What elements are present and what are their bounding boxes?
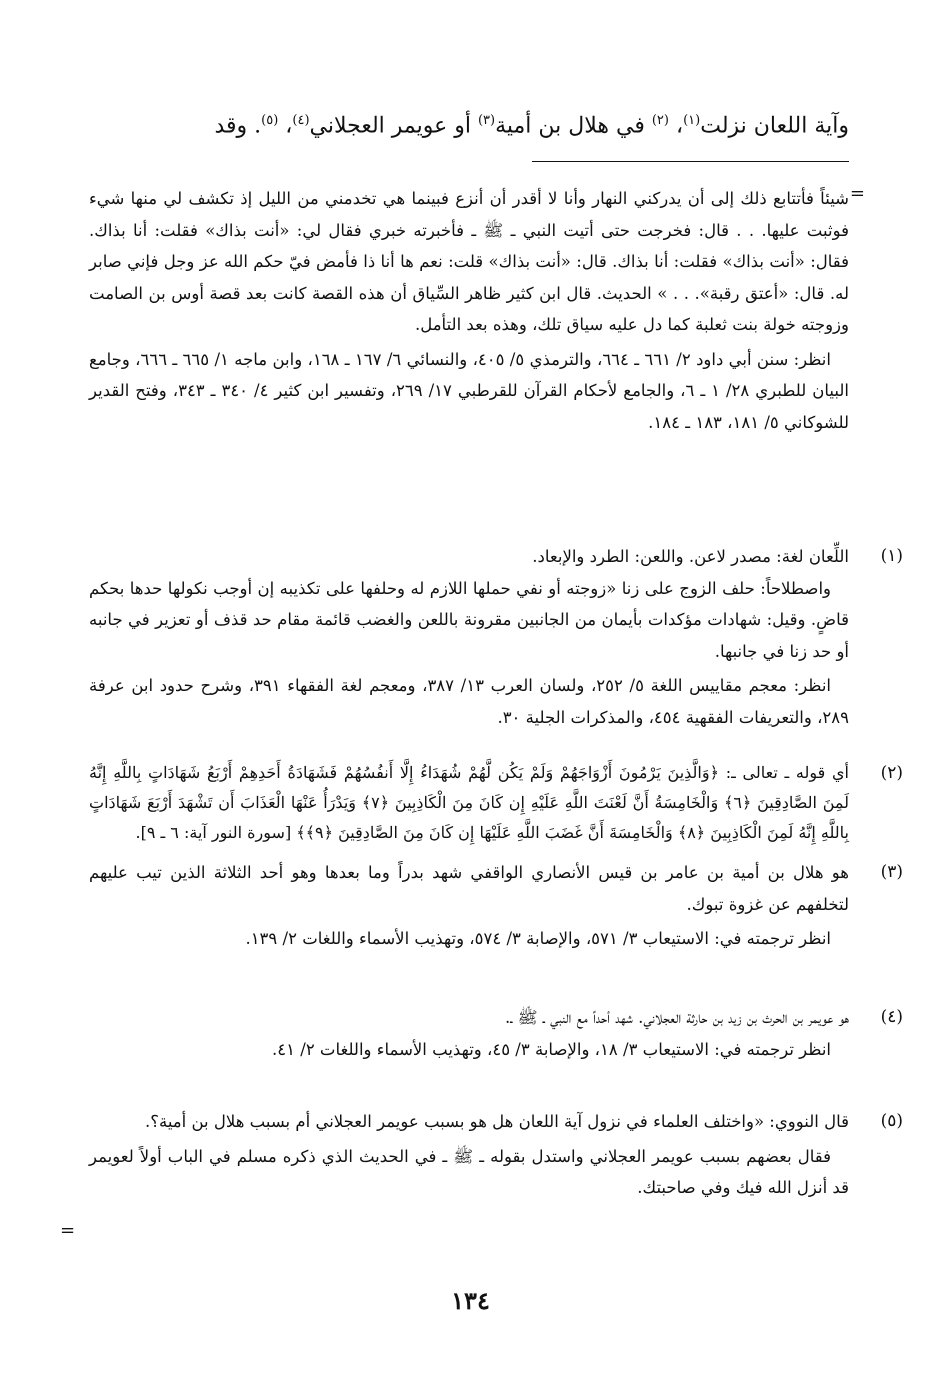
footnote-text: شيئاً فأتتابع ذلك إلى أن يدركني النهار وأنا لا أقدر أن أنزع فبينما هي تخدمني من الليل إذ تكشف لي منها شيء فوثبت عليها. . . قال: فخرجت حتى أتيت النبي ـ ﷺ ـ فأخبرته خبري فقال لي: «أنت بذاك» فقلت: أنا بذاك. فقال: «أنت بذاك» فقلت: أنا بذاك. قال: «أنت بذاك» قلت: نعم ها أنا ذا فأمض فيّ حكم الله عز وجل فإني صابر له. قال: «أعتق رقبة». . . » الحديث. قال ابن كثير ظاهر السِّياق أن هذه القصة كانت بعد قصة أوس بن الصامت وزوجته خولة بنت ثعلبة كما دل عليه سياق تلك، وهذه بعد التأمل. [89, 189, 849, 334]
footnote-number: (٥) [880, 1111, 903, 1131]
page-number: ١٣٤ [451, 1286, 490, 1315]
footnote-number: (٣) [880, 862, 903, 882]
footnote-ref[interactable]: (١) [683, 113, 701, 128]
footnote-text: قال النووي: «واختلف العلماء في نزول آية اللعان هل هو بسبب عويمر العجلاني أم بسبب هلال بن أمية؟. [144, 1112, 849, 1131]
footnote-text: هو عويمر بن الحرث بن زيد بن حارثة العجلاني. شهد أحداً مع النبي ـ ﷺ ـ. [505, 1008, 849, 1027]
footnote-number: (٢) [880, 763, 903, 783]
footnote-text: واصطلاحاً: حلف الزوج على زنا «زوجته أو نفي حملها اللازم له وحلفها على تكذيبه إن أوجب نكولها حدها بحكم قاضٍ. وقيل: شهادات مؤكدات بأيمان من الجانبين مقرونة باللعن والغضب قائمة مقام حد قذف أو تعزير في جانبه أو حد زنا في جانبها. [89, 578, 849, 661]
footnote-text: أي قوله ـ تعالى ـ: ﴿وَالَّذِينَ يَرْمُونَ أَزْوَاجَهُمْ وَلَمْ يَكُن لَّهُمْ شُهَدَاءُ إِلَّا أَنفُسُهُمْ فَشَهَادَةُ أَحَدِهِمْ أَرْبَعُ شَهَادَاتٍ بِاللَّهِ إِنَّهُ لَمِنَ الصَّادِقِينَ ﴿٦﴾ وَالْخَامِسَةُ أَنَّ لَعْنَتَ اللَّهِ عَلَيْهِ إِن كَانَ مِنَ الْكَاذِبِينَ ﴿٧﴾ وَيَدْرَأُ عَنْهَا الْعَذَابَ أَن تَشْهَدَ أَرْبَعَ شَهَادَاتٍ بِاللَّهِ إِنَّهُ لَمِنَ الْكَاذِبِينَ ﴿٨﴾ وَالْخَامِسَةَ أَنَّ غَضَبَ اللَّهِ عَلَيْهَا إِن كَانَ مِنَ الصَّادِقِينَ ﴿٩﴾﴾ [سورة النور آية: ٦ ـ ٩]. [89, 763, 850, 842]
main-text-part: أو عويمر العجلاني [309, 113, 478, 139]
footnote-continuation [89, 183, 849, 438]
footnote-ref[interactable]: (٥) [261, 113, 279, 128]
footnote-3 [89, 857, 903, 955]
footnote-1 [89, 541, 903, 733]
continuation-marker: = [60, 1220, 76, 1241]
footnote-4 [89, 1002, 903, 1065]
main-text-part: وآية اللعان نزلت [700, 113, 849, 139]
footnote-ref[interactable]: (٣) [477, 113, 496, 128]
footnote-separator-line [532, 161, 849, 162]
footnote-2 [89, 758, 903, 848]
footnote-text: فقال بعضهم بسبب عويمر العجلاني واستدل بقوله ـ ﷺ ـ في الحديث الذي ذكره مسلم في الباب أولاً لعويمر قد أنزل الله فيك وفي صاحبتك. [89, 1146, 849, 1197]
main-text-line [89, 98, 849, 149]
footnote-ref[interactable]: (٤) [292, 113, 310, 128]
footnote-text: هو هلال بن أمية بن عامر بن قيس الأنصاري الواقفي شهد بدراً وما بعدها وهو أحد الثلاثة الذين تيب عليهم لتخلفهم عن غزوة تبوك. [89, 863, 849, 914]
footnote-ref[interactable]: (٢) [651, 113, 669, 128]
footnote-text: اللِّعان لغة: مصدر لاعن. واللعن: الطرد والإبعاد. [532, 547, 849, 566]
footnote-5 [89, 1106, 903, 1204]
footnote-references: انظر: سنن أبي داود ٢/ ٦٦١ ـ ٦٦٤، والترمذي ٥/ ٤٠٥، والنسائي ٦/ ١٦٧ ـ ١٦٨، وابن ماجه ١/ ٦٦٥ ـ ٦٦٦، وجامع البيان للطبري ٢٨/ ١ ـ ٦، والجامع لأحكام القرآن للقرطبي ١٧/ ٢٦٩، وتفسير ابن كثير ٤/ ٣٤٠ ـ ٣٤٣، وفتح القدير للشوكاني ٥/ ١٨١، ١٨٣ ـ ١٨٤. [89, 349, 849, 432]
main-text-part: في هلال بن أمية [495, 113, 652, 139]
footnote-references: انظر ترجمته في: الاستيعاب ٣/ ٥٧١، والإصابة ٣/ ٥٧٤، وتهذيب الأسماء واللغات ٢/ ١٣٩. [245, 929, 831, 948]
main-text-part: . وقد [214, 113, 262, 139]
footnote-references: انظر: معجم مقاييس اللغة ٥/ ٢٥٢، ولسان العرب ١٣/ ٣٨٧، ومعجم لغة الفقهاء ٣٩١، وشرح حدود ابن عرفة ٢٨٩، والتعريفات الفقهية ٤٥٤، والمذكرات الجلية ٣٠. [89, 676, 849, 727]
separator: ، [668, 113, 684, 139]
footnote-number: (١) [880, 546, 903, 566]
footnote-references: انظر ترجمته في: الاستيعاب ٣/ ١٨، والإصابة ٣/ ٤٥، وتهذيب الأسماء واللغات ٢/ ٤١. [272, 1039, 831, 1059]
separator: ، [278, 113, 293, 139]
continuation-marker: = [849, 183, 865, 204]
footnote-number: (٤) [880, 1007, 903, 1027]
